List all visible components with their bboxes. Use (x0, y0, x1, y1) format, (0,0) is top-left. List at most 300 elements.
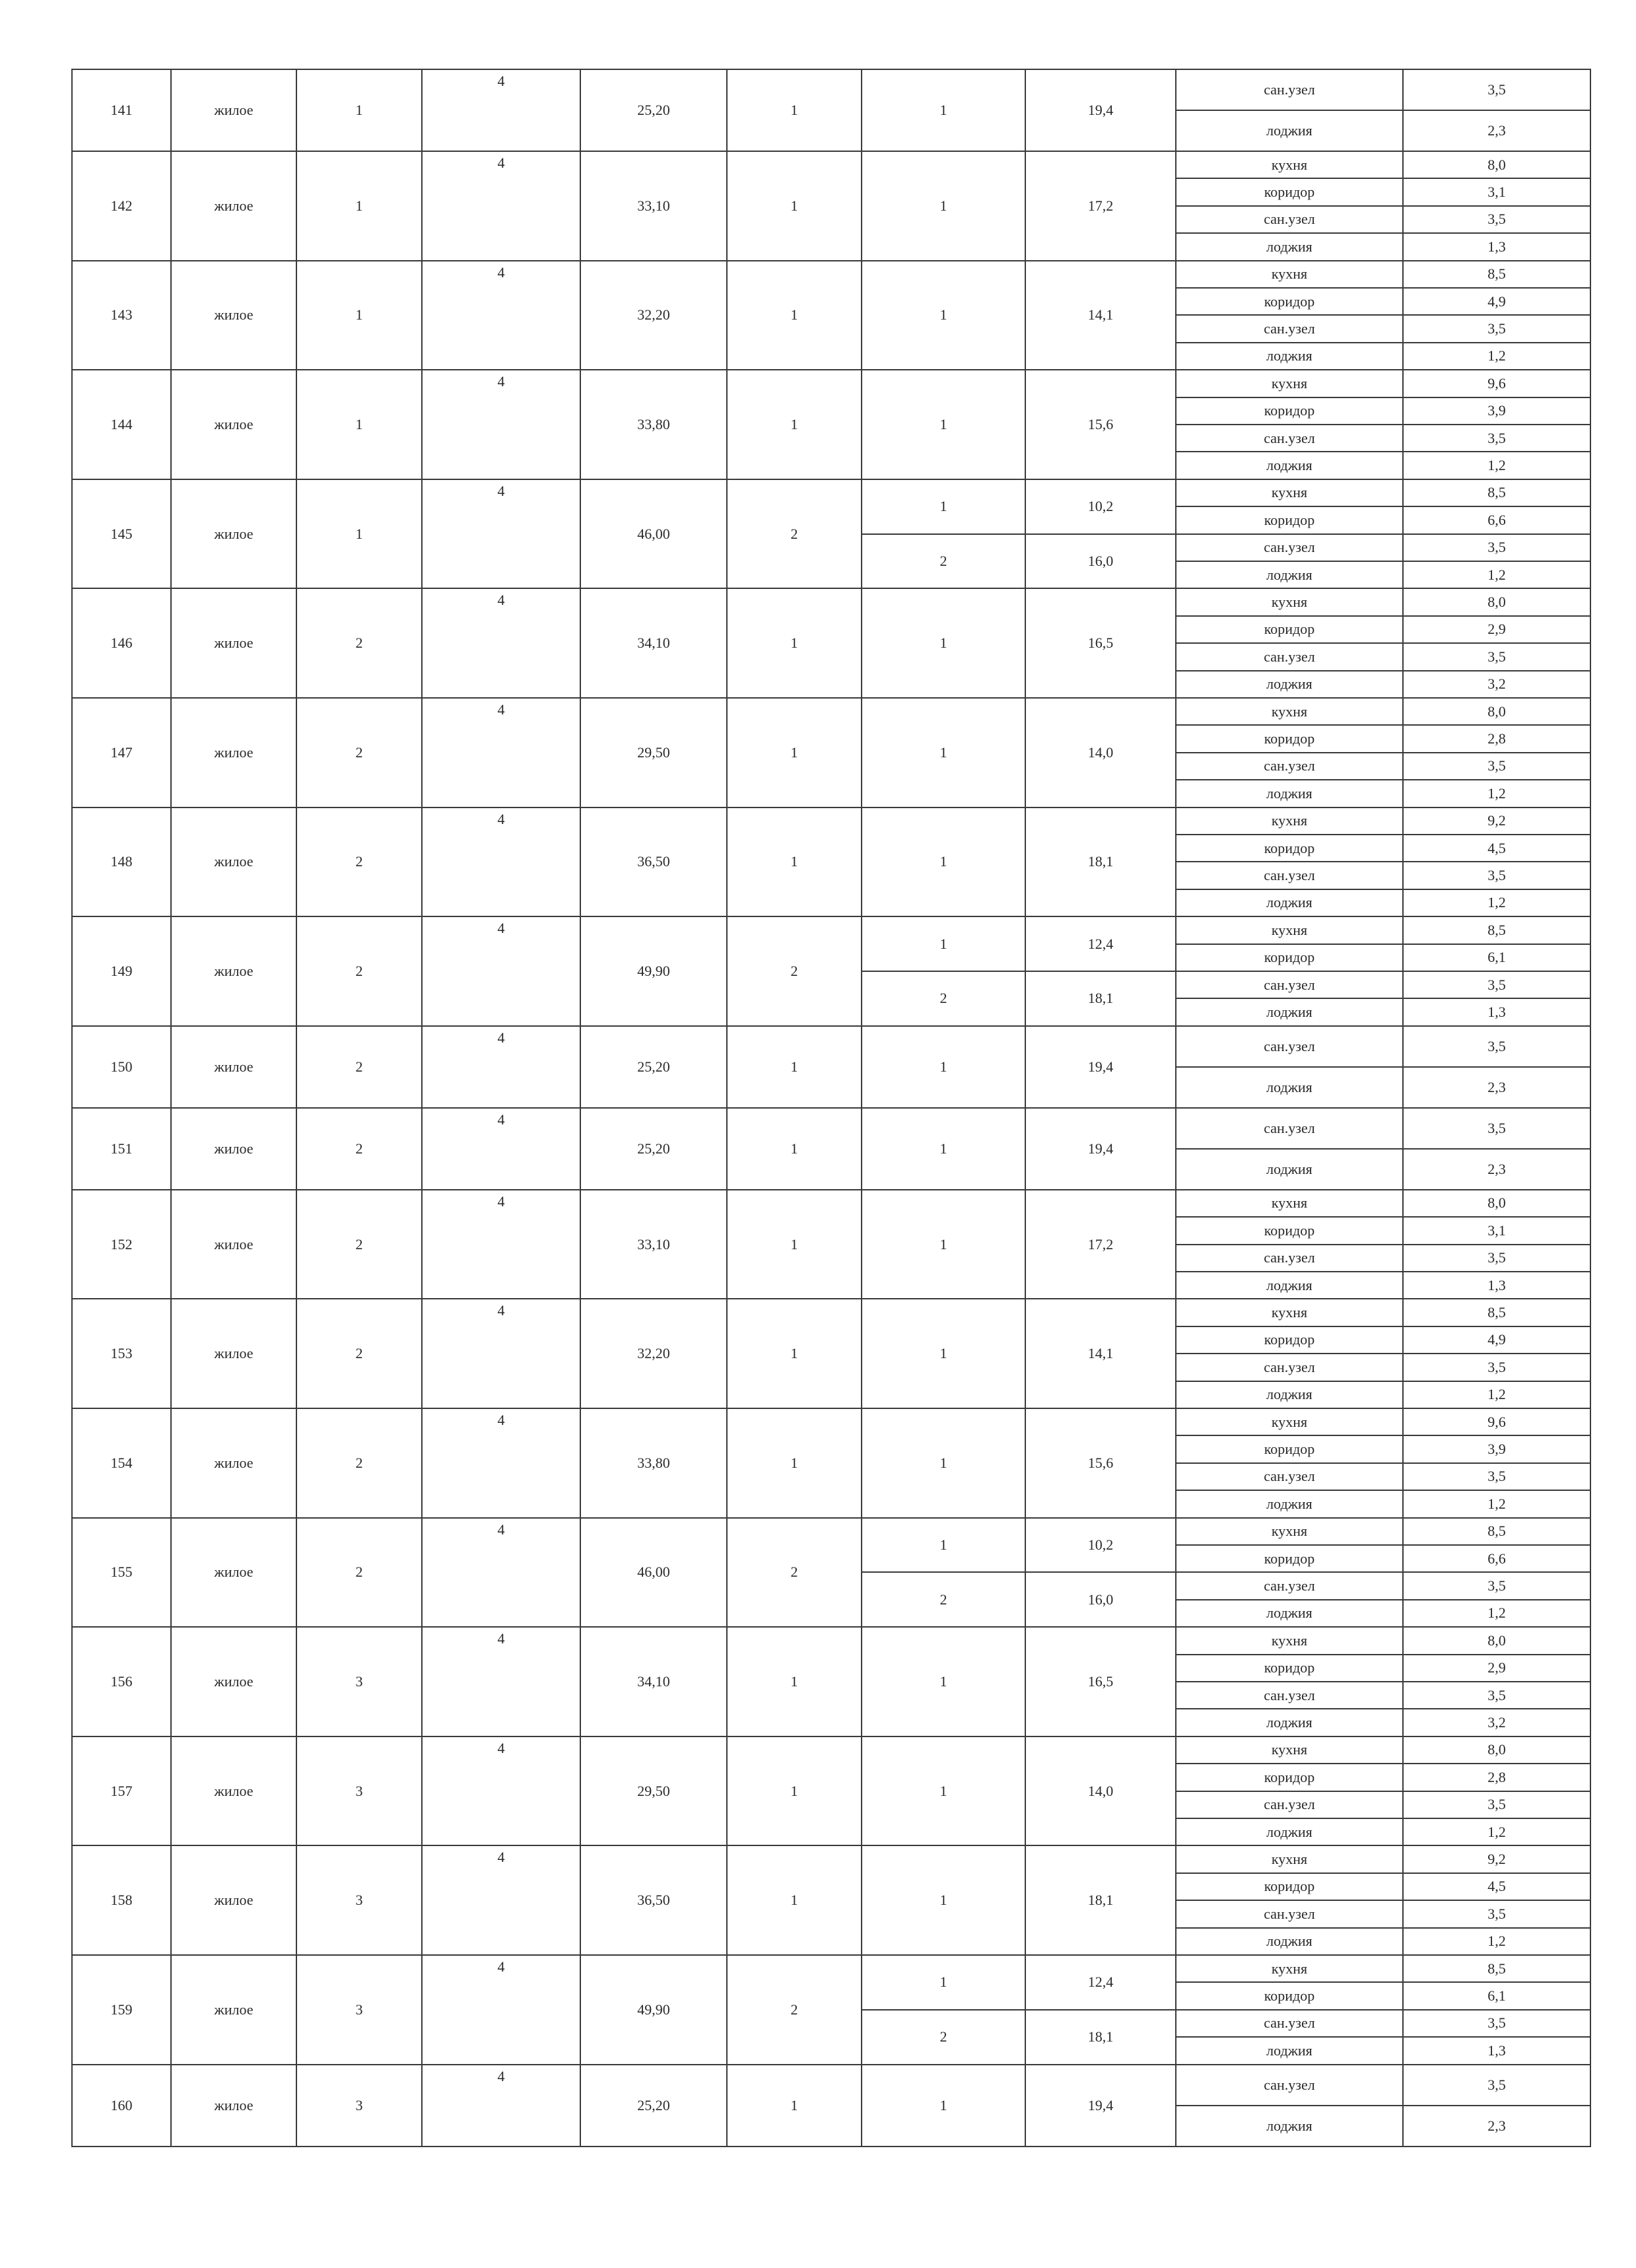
auxiliary-room-area: 3,5 (1402, 1900, 1591, 1928)
auxiliary-room-area: 1,2 (1402, 779, 1591, 808)
room-number: 1 (861, 69, 1026, 152)
section-number: 4 (421, 697, 581, 808)
room-area: 12,4 (1025, 1954, 1176, 2010)
room-number: 1 (861, 1189, 1026, 1300)
auxiliary-room-name: кухня (1175, 1626, 1404, 1655)
rooms-count: 1 (726, 1189, 862, 1300)
room-number: 1 (861, 369, 1026, 480)
premises-type: жилое (170, 588, 297, 699)
auxiliary-room-area: 3,5 (1402, 752, 1591, 780)
premises-type: жилое (170, 1736, 297, 1847)
auxiliary-room-name: коридор (1175, 1326, 1404, 1354)
apartment-number: 147 (71, 697, 172, 808)
room-area: 10,2 (1025, 1517, 1176, 1573)
auxiliary-room-name: коридор (1175, 397, 1404, 425)
rooms-count: 1 (726, 1408, 862, 1519)
auxiliary-room-area: 1,3 (1402, 998, 1591, 1026)
auxiliary-room-area: 3,5 (1402, 533, 1591, 562)
total-area: 25,20 (580, 1107, 728, 1190)
room-area: 12,4 (1025, 916, 1176, 972)
floor-number: 3 (296, 1845, 423, 1956)
auxiliary-room-name: сан.узел (1175, 2064, 1404, 2106)
room-number: 1 (861, 260, 1026, 371)
floor-number: 2 (296, 697, 423, 808)
floor-number: 2 (296, 1107, 423, 1190)
room-number: 1 (861, 1107, 1026, 1190)
room-number: 2 (861, 533, 1026, 590)
floor-number: 2 (296, 1517, 423, 1628)
total-area: 36,50 (580, 807, 728, 918)
room-area: 18,1 (1025, 2009, 1176, 2065)
auxiliary-room-name: коридор (1175, 1216, 1404, 1245)
auxiliary-room-area: 3,2 (1402, 1708, 1591, 1736)
auxiliary-room-name: кухня (1175, 588, 1404, 616)
section-number: 4 (421, 916, 581, 1027)
section-number: 4 (421, 69, 581, 152)
floor-number: 1 (296, 479, 423, 590)
auxiliary-room-name: лоджия (1175, 1818, 1404, 1846)
premises-type: жилое (170, 151, 297, 261)
total-area: 34,10 (580, 1626, 728, 1737)
total-area: 36,50 (580, 1845, 728, 1956)
apartment-number: 158 (71, 1845, 172, 1956)
auxiliary-room-area: 9,6 (1402, 369, 1591, 397)
auxiliary-room-name: коридор (1175, 506, 1404, 534)
room-number: 1 (861, 1298, 1026, 1409)
floor-number: 3 (296, 1954, 423, 2065)
auxiliary-room-area: 4,5 (1402, 1873, 1591, 1901)
room-number: 1 (861, 916, 1026, 972)
auxiliary-room-name: сан.узел (1175, 1244, 1404, 1272)
auxiliary-room-name: сан.узел (1175, 861, 1404, 889)
section-number: 4 (421, 260, 581, 371)
auxiliary-room-name: коридор (1175, 1435, 1404, 1463)
section-number: 4 (421, 1025, 581, 1109)
room-number: 1 (861, 588, 1026, 699)
premises-type: жилое (170, 1626, 297, 1737)
room-area: 18,1 (1025, 971, 1176, 1027)
auxiliary-room-name: кухня (1175, 697, 1404, 726)
section-number: 4 (421, 369, 581, 480)
auxiliary-room-area: 8,5 (1402, 479, 1591, 507)
total-area: 32,20 (580, 260, 728, 371)
auxiliary-room-area: 1,3 (1402, 1271, 1591, 1299)
section-number: 4 (421, 2064, 581, 2147)
rooms-count: 2 (726, 916, 862, 1027)
total-area: 34,10 (580, 588, 728, 699)
room-number: 2 (861, 2009, 1026, 2065)
auxiliary-room-name: сан.узел (1175, 752, 1404, 780)
room-area: 18,1 (1025, 1845, 1176, 1956)
section-number: 4 (421, 1845, 581, 1956)
premises-type: жилое (170, 916, 297, 1027)
auxiliary-room-area: 1,2 (1402, 889, 1591, 917)
section-number: 4 (421, 1298, 581, 1409)
room-number: 2 (861, 971, 1026, 1027)
apartment-number: 151 (71, 1107, 172, 1190)
auxiliary-room-name: сан.узел (1175, 533, 1404, 562)
rooms-count: 1 (726, 1298, 862, 1409)
floor-number: 1 (296, 260, 423, 371)
auxiliary-room-name: сан.узел (1175, 1107, 1404, 1150)
apartment-number: 142 (71, 151, 172, 261)
auxiliary-room-area: 3,2 (1402, 670, 1591, 699)
section-number: 4 (421, 1626, 581, 1737)
auxiliary-room-area: 8,5 (1402, 1298, 1591, 1326)
auxiliary-room-name: лоджия (1175, 1708, 1404, 1736)
section-number: 4 (421, 807, 581, 918)
auxiliary-room-name: сан.узел (1175, 1025, 1404, 1068)
auxiliary-room-name: кухня (1175, 1189, 1404, 1218)
total-area: 49,90 (580, 916, 728, 1027)
auxiliary-room-name: лоджия (1175, 561, 1404, 589)
room-area: 14,1 (1025, 260, 1176, 371)
premises-type: жилое (170, 1107, 297, 1190)
apartment-number: 141 (71, 69, 172, 152)
premises-type: жилое (170, 1189, 297, 1300)
auxiliary-room-area: 3,5 (1402, 1107, 1591, 1150)
auxiliary-room-name: кухня (1175, 1845, 1404, 1873)
room-area: 19,4 (1025, 2064, 1176, 2147)
auxiliary-room-area: 4,9 (1402, 287, 1591, 316)
floor-number: 2 (296, 1025, 423, 1109)
apartment-number: 152 (71, 1189, 172, 1300)
auxiliary-room-name: сан.узел (1175, 1462, 1404, 1491)
room-area: 16,5 (1025, 1626, 1176, 1737)
auxiliary-room-name: сан.узел (1175, 1900, 1404, 1928)
auxiliary-room-name: кухня (1175, 369, 1404, 397)
rooms-count: 1 (726, 807, 862, 918)
auxiliary-room-name: кухня (1175, 1517, 1404, 1546)
auxiliary-room-name: лоджия (1175, 1927, 1404, 1956)
auxiliary-room-name: сан.узел (1175, 69, 1404, 111)
premises-type: жилое (170, 479, 297, 590)
total-area: 33,80 (580, 369, 728, 480)
auxiliary-room-name: лоджия (1175, 1271, 1404, 1299)
apartment-number: 143 (71, 260, 172, 371)
room-area: 17,2 (1025, 151, 1176, 261)
room-number: 1 (861, 479, 1026, 535)
total-area: 25,20 (580, 69, 728, 152)
auxiliary-room-area: 8,5 (1402, 260, 1591, 289)
room-area: 19,4 (1025, 69, 1176, 152)
room-number: 1 (861, 697, 1026, 808)
auxiliary-room-area: 8,5 (1402, 916, 1591, 944)
auxiliary-room-area: 9,2 (1402, 1845, 1591, 1873)
auxiliary-room-name: кухня (1175, 260, 1404, 289)
total-area: 29,50 (580, 697, 728, 808)
auxiliary-room-name: лоджия (1175, 889, 1404, 917)
auxiliary-room-name: кухня (1175, 479, 1404, 507)
floor-number: 3 (296, 1626, 423, 1737)
auxiliary-room-name: лоджия (1175, 1490, 1404, 1518)
total-area: 25,20 (580, 1025, 728, 1109)
room-area: 14,1 (1025, 1298, 1176, 1409)
auxiliary-room-name: коридор (1175, 1654, 1404, 1682)
auxiliary-room-area: 8,0 (1402, 1736, 1591, 1764)
total-area: 32,20 (580, 1298, 728, 1409)
auxiliary-room-area: 2,3 (1402, 110, 1591, 152)
auxiliary-room-area: 1,2 (1402, 1490, 1591, 1518)
floor-number: 1 (296, 369, 423, 480)
auxiliary-room-name: сан.узел (1175, 205, 1404, 234)
premises-type: жилое (170, 2064, 297, 2147)
room-area: 16,5 (1025, 588, 1176, 699)
auxiliary-room-name: лоджия (1175, 2036, 1404, 2065)
auxiliary-room-name: коридор (1175, 1981, 1404, 2010)
room-area: 18,1 (1025, 807, 1176, 918)
auxiliary-room-area: 3,5 (1402, 1353, 1591, 1381)
auxiliary-room-area: 1,2 (1402, 342, 1591, 370)
auxiliary-room-name: кухня (1175, 807, 1404, 835)
auxiliary-room-name: кухня (1175, 1408, 1404, 1436)
premises-type: жилое (170, 1025, 297, 1109)
auxiliary-room-name: лоджия (1175, 2105, 1404, 2147)
auxiliary-room-area: 8,0 (1402, 151, 1591, 179)
auxiliary-room-name: коридор (1175, 178, 1404, 206)
room-area: 16,0 (1025, 533, 1176, 590)
rooms-count: 1 (726, 1845, 862, 1956)
section-number: 4 (421, 151, 581, 261)
section-number: 4 (421, 1954, 581, 2065)
rooms-count: 1 (726, 697, 862, 808)
apartment-number: 144 (71, 369, 172, 480)
auxiliary-room-area: 1,2 (1402, 1381, 1591, 1409)
room-area: 16,0 (1025, 1571, 1176, 1628)
rooms-count: 1 (726, 260, 862, 371)
apartment-number: 149 (71, 916, 172, 1027)
premises-type: жилое (170, 1845, 297, 1956)
auxiliary-room-name: лоджия (1175, 110, 1404, 152)
apartment-number: 150 (71, 1025, 172, 1109)
total-area: 33,10 (580, 151, 728, 261)
total-area: 33,80 (580, 1408, 728, 1519)
auxiliary-room-area: 3,1 (1402, 178, 1591, 206)
rooms-count: 1 (726, 2064, 862, 2147)
room-number: 1 (861, 1517, 1026, 1573)
room-number: 1 (861, 807, 1026, 918)
auxiliary-room-area: 9,2 (1402, 807, 1591, 835)
auxiliary-room-area: 4,5 (1402, 834, 1591, 862)
premises-type: жилое (170, 260, 297, 371)
section-number: 4 (421, 1736, 581, 1847)
room-area: 14,0 (1025, 1736, 1176, 1847)
section-number: 4 (421, 1107, 581, 1190)
auxiliary-room-name: кухня (1175, 916, 1404, 944)
room-area: 17,2 (1025, 1189, 1176, 1300)
auxiliary-room-area: 6,6 (1402, 1544, 1591, 1573)
floor-number: 2 (296, 916, 423, 1027)
auxiliary-room-name: лоджия (1175, 1148, 1404, 1190)
auxiliary-room-area: 2,8 (1402, 1763, 1591, 1791)
premises-type: жилое (170, 369, 297, 480)
room-number: 1 (861, 151, 1026, 261)
auxiliary-room-name: лоджия (1175, 232, 1404, 261)
room-area: 10,2 (1025, 479, 1176, 535)
auxiliary-room-name: сан.узел (1175, 1571, 1404, 1600)
apartment-number: 160 (71, 2064, 172, 2147)
auxiliary-room-name: коридор (1175, 944, 1404, 972)
auxiliary-room-name: сан.узел (1175, 2009, 1404, 2038)
auxiliary-room-area: 8,5 (1402, 1954, 1591, 1983)
rooms-count: 2 (726, 1517, 862, 1628)
auxiliary-room-area: 6,6 (1402, 506, 1591, 534)
premises-type: жилое (170, 69, 297, 152)
auxiliary-room-area: 3,5 (1402, 424, 1591, 452)
auxiliary-room-name: коридор (1175, 724, 1404, 753)
room-number: 1 (861, 1954, 1026, 2010)
total-area: 25,20 (580, 2064, 728, 2147)
rooms-count: 2 (726, 479, 862, 590)
auxiliary-room-name: лоджия (1175, 779, 1404, 808)
floor-number: 2 (296, 1189, 423, 1300)
section-number: 4 (421, 479, 581, 590)
floor-number: 1 (296, 151, 423, 261)
section-number: 4 (421, 1408, 581, 1519)
auxiliary-room-area: 8,5 (1402, 1517, 1591, 1546)
auxiliary-room-area: 3,5 (1402, 2064, 1591, 2106)
auxiliary-room-area: 1,3 (1402, 232, 1591, 261)
premises-type: жилое (170, 697, 297, 808)
auxiliary-room-area: 8,0 (1402, 1189, 1591, 1218)
auxiliary-room-area: 6,1 (1402, 1981, 1591, 2010)
auxiliary-room-area: 3,5 (1402, 69, 1591, 111)
auxiliary-room-area: 4,9 (1402, 1326, 1591, 1354)
auxiliary-room-area: 2,9 (1402, 1654, 1591, 1682)
auxiliary-room-area: 2,3 (1402, 2105, 1591, 2147)
auxiliary-room-area: 3,5 (1402, 1681, 1591, 1709)
auxiliary-room-area: 3,5 (1402, 1025, 1591, 1068)
auxiliary-room-area: 1,2 (1402, 1818, 1591, 1846)
rooms-count: 1 (726, 1736, 862, 1847)
auxiliary-room-area: 6,1 (1402, 944, 1591, 972)
rooms-count: 1 (726, 1107, 862, 1190)
auxiliary-room-area: 3,5 (1402, 971, 1591, 999)
auxiliary-room-name: сан.узел (1175, 642, 1404, 671)
auxiliary-room-name: лоджия (1175, 1381, 1404, 1409)
section-number: 4 (421, 1517, 581, 1628)
floor-number: 3 (296, 1736, 423, 1847)
auxiliary-room-area: 8,0 (1402, 1626, 1591, 1655)
auxiliary-room-name: кухня (1175, 1736, 1404, 1764)
auxiliary-room-area: 2,9 (1402, 615, 1591, 644)
rooms-count: 1 (726, 151, 862, 261)
total-area: 46,00 (580, 1517, 728, 1628)
room-number: 1 (861, 1626, 1026, 1737)
auxiliary-room-area: 3,5 (1402, 205, 1591, 234)
apartment-number: 156 (71, 1626, 172, 1737)
apartment-table (71, 69, 1590, 2255)
auxiliary-room-area: 3,5 (1402, 1571, 1591, 1600)
total-area: 49,90 (580, 1954, 728, 2065)
room-number: 1 (861, 1025, 1026, 1109)
auxiliary-room-area: 2,3 (1402, 1148, 1591, 1190)
auxiliary-room-area: 3,9 (1402, 1435, 1591, 1463)
auxiliary-room-name: сан.узел (1175, 971, 1404, 999)
rooms-count: 1 (726, 69, 862, 152)
apartment-number: 157 (71, 1736, 172, 1847)
premises-type: жилое (170, 1298, 297, 1409)
rooms-count: 1 (726, 588, 862, 699)
premises-type: жилое (170, 1954, 297, 2065)
room-area: 19,4 (1025, 1025, 1176, 1109)
apartment-number: 145 (71, 479, 172, 590)
premises-type: жилое (170, 1517, 297, 1628)
apartment-number: 154 (71, 1408, 172, 1519)
auxiliary-room-name: коридор (1175, 1763, 1404, 1791)
apartment-number: 146 (71, 588, 172, 699)
section-number: 4 (421, 588, 581, 699)
floor-number: 2 (296, 1298, 423, 1409)
auxiliary-room-area: 1,2 (1402, 1599, 1591, 1628)
apartment-number: 155 (71, 1517, 172, 1628)
auxiliary-room-name: коридор (1175, 615, 1404, 644)
room-number: 1 (861, 1408, 1026, 1519)
rooms-count: 2 (726, 1954, 862, 2065)
floor-number: 2 (296, 807, 423, 918)
room-area: 14,0 (1025, 697, 1176, 808)
auxiliary-room-name: коридор (1175, 1873, 1404, 1901)
apartment-number: 159 (71, 1954, 172, 2065)
room-number: 1 (861, 1845, 1026, 1956)
floor-number: 2 (296, 1408, 423, 1519)
auxiliary-room-area: 1,2 (1402, 1927, 1591, 1956)
auxiliary-room-area: 3,5 (1402, 1244, 1591, 1272)
auxiliary-room-area: 3,5 (1402, 642, 1591, 671)
auxiliary-room-name: кухня (1175, 1298, 1404, 1326)
auxiliary-room-name: лоджия (1175, 342, 1404, 370)
auxiliary-room-name: кухня (1175, 1954, 1404, 1983)
apartment-number: 153 (71, 1298, 172, 1409)
total-area: 29,50 (580, 1736, 728, 1847)
auxiliary-room-area: 3,5 (1402, 1462, 1591, 1491)
room-number: 2 (861, 1571, 1026, 1628)
room-area: 19,4 (1025, 1107, 1176, 1190)
auxiliary-room-name: коридор (1175, 1544, 1404, 1573)
room-number: 1 (861, 2064, 1026, 2147)
auxiliary-room-area: 3,5 (1402, 314, 1591, 343)
auxiliary-room-name: лоджия (1175, 1599, 1404, 1628)
rooms-count: 1 (726, 1626, 862, 1737)
auxiliary-room-name: лоджия (1175, 1066, 1404, 1109)
auxiliary-room-name: сан.узел (1175, 424, 1404, 452)
total-area: 33,10 (580, 1189, 728, 1300)
auxiliary-room-area: 1,2 (1402, 561, 1591, 589)
auxiliary-room-area: 3,9 (1402, 397, 1591, 425)
premises-type: жилое (170, 807, 297, 918)
apartment-number: 148 (71, 807, 172, 918)
floor-number: 1 (296, 69, 423, 152)
auxiliary-room-area: 9,6 (1402, 1408, 1591, 1436)
auxiliary-room-name: лоджия (1175, 998, 1404, 1026)
auxiliary-room-name: сан.узел (1175, 1353, 1404, 1381)
auxiliary-room-area: 2,3 (1402, 1066, 1591, 1109)
room-area: 15,6 (1025, 1408, 1176, 1519)
room-area: 15,6 (1025, 369, 1176, 480)
auxiliary-room-name: коридор (1175, 287, 1404, 316)
rooms-count: 1 (726, 1025, 862, 1109)
auxiliary-room-area: 1,3 (1402, 2036, 1591, 2065)
auxiliary-room-area: 8,0 (1402, 588, 1591, 616)
auxiliary-room-name: лоджия (1175, 670, 1404, 699)
auxiliary-room-area: 3,1 (1402, 1216, 1591, 1245)
auxiliary-room-name: сан.узел (1175, 1791, 1404, 1819)
auxiliary-room-name: коридор (1175, 834, 1404, 862)
room-number: 1 (861, 1736, 1026, 1847)
auxiliary-room-area: 8,0 (1402, 697, 1591, 726)
auxiliary-room-name: кухня (1175, 151, 1404, 179)
rooms-count: 1 (726, 369, 862, 480)
